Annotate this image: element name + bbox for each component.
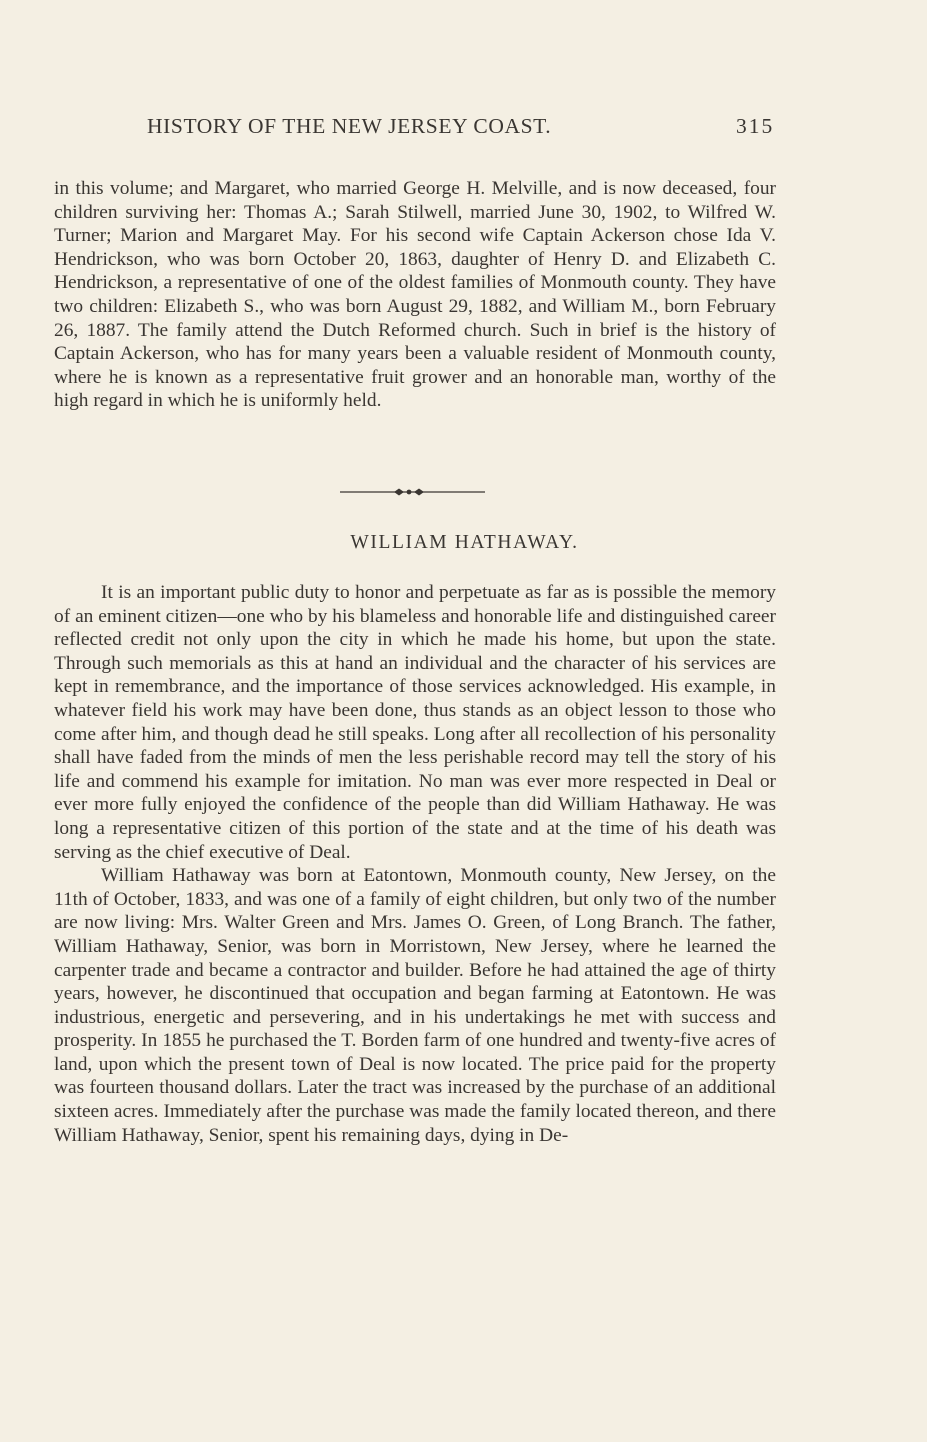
section-body: [54, 581, 776, 1147]
body-paragraph: William Hathaway was born at Eatontown, Monmouth county, New Jersey, on the 11th of October, 1833, and was one of a family of eight children, but only two of the number are now living: Mrs. Walter Green and Mrs. James O. Green, of Long Branch. The father, William Hathaway, Senior, was born in Morristown, New Jersey, where he learned the carpenter trade and became a contractor and builder. Before he had attained the age of thirty years, however, he discontinued that occupation and began farming at Eatontown. He was industrious, energetic and persevering, and in his undertakings he met with success and prosperity. In 1855 he purchased the T. Borden farm of one hundred and twenty-five acres of land, upon which the present town of Deal is now located. The price paid for the property was fourteen thousand dollars. Later the tract was increased by the purchase of an additional sixteen acres. Immediately after the purchase was made the family located thereon, and there William Hathaway, Senior, spent his remaining days, dying in De-: [54, 865, 776, 1146]
page-number: 315: [736, 114, 775, 138]
running-head: HISTORY OF THE NEW JERSEY COAST.: [147, 114, 552, 138]
continuation-paragraph: in this volume; and Margaret, who married George H. Melville, and is now deceased, four children surviving her: Thomas A.; Sarah Stilwell, married June 30, 1902, to Wilfred W. Turner; Marion and Margaret May. For his second wife Captain Ackerson chose Ida V. Hendrickson, who was born October 20, 1863, daughter of Henry D. and Elizabeth C. Hendrickson, a representative of one of the oldest families of Monmouth county. They have two children: Elizabeth S., who was born August 29, 1882, and William M., born February 26, 1887. The family attend the Dutch Reformed church. Such in brief is the history of Captain Ackerson, who has for many years been a valuable resident of Monmouth county, where he is known as a representative fruit grower and an honorable man, worthy of the high regard in which he is uniformly held.: [54, 178, 776, 412]
section-divider-ornament: [340, 484, 485, 500]
section-title: WILLIAM HATHAWAY.: [350, 532, 579, 553]
body-paragraph: It is an important public duty to honor and perpetuate as far as is possible the memory of an eminent citizen—one who by his blameless and honorable life and distinguished career reflected credit not only upon the city in which he made his home, but upon the state. Through such memorials as this at hand an individual and the character of his services are kept in remembrance, and the importance of those services acknowledged. His example, in whatever field his work may have been done, thus stands as an object lesson to those who come after him, and though dead he still speaks. Long after all recollection of his personality shall have faded from the minds of men the less perishable record may tell the story of his life and commend his example for imitation. No man was ever more respected in Deal or ever more fully enjoyed the confidence of the people than did William Hathaway. He was long a representative citizen of this portion of the state and at the time of his death was serving as the chief executive of Deal.: [54, 582, 776, 863]
page-header: [0, 114, 927, 144]
continuation-paragraph-block: [54, 177, 776, 413]
